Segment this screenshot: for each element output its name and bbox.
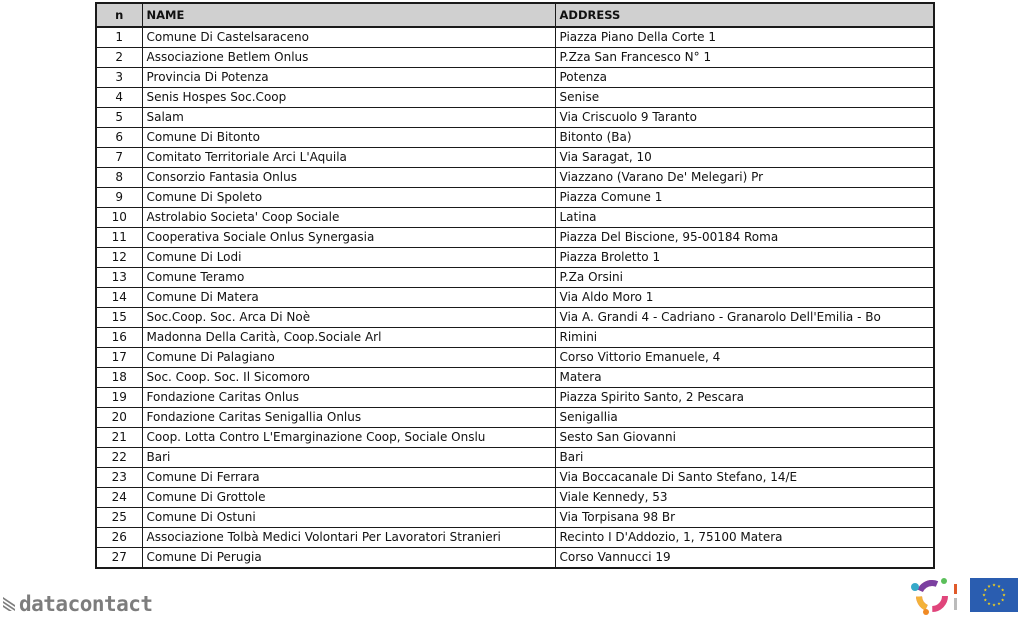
cell-address: Recinto I D'Addozio, 1, 75100 Matera <box>555 528 934 548</box>
cell-address: Via Boccacanale Di Santo Stefano, 14/E <box>555 468 934 488</box>
cell-name: Comune Di Bitonto <box>142 128 555 148</box>
cell-name: Comune Di Palagiano <box>142 348 555 368</box>
cell-address: Viale Kennedy, 53 <box>555 488 934 508</box>
cell-name: Comitato Territoriale Arci L'Aquila <box>142 148 555 168</box>
cell-n: 21 <box>96 428 142 448</box>
cell-address: Senigallia <box>555 408 934 428</box>
table-row <box>96 248 934 268</box>
cell-name: Comune Di Matera <box>142 288 555 308</box>
cell-n: 7 <box>96 148 142 168</box>
cell-address: Piazza Del Biscione, 95-00184 Roma <box>555 228 934 248</box>
column-header-name: NAME <box>142 3 555 27</box>
cell-name: Consorzio Fantasia Onlus <box>142 168 555 188</box>
cell-address: Via A. Grandi 4 - Cadriano - Granarolo Dell'Emilia - Bo <box>555 308 934 328</box>
cell-name: Senis Hospes Soc.Coop <box>142 88 555 108</box>
cell-n: 15 <box>96 308 142 328</box>
cell-address: Matera <box>555 368 934 388</box>
cell-name: Comune Di Ostuni <box>142 508 555 528</box>
cell-n: 5 <box>96 108 142 128</box>
cell-name: Madonna Della Carità, Coop.Sociale Arl <box>142 328 555 348</box>
table-row <box>96 448 934 468</box>
cell-n: 24 <box>96 488 142 508</box>
cell-n: 14 <box>96 288 142 308</box>
cell-address: Viazzano (Varano De' Melegari) Pr <box>555 168 934 188</box>
organizations-table <box>95 2 935 569</box>
cell-name: Comune Di Spoleto <box>142 188 555 208</box>
cell-address: P.Zza San Francesco N° 1 <box>555 48 934 68</box>
cell-n: 2 <box>96 48 142 68</box>
cell-address: Rimini <box>555 328 934 348</box>
table-row <box>96 148 934 168</box>
cell-name: Comune Di Castelsaraceno <box>142 27 555 48</box>
cell-address: Piazza Broletto 1 <box>555 248 934 268</box>
table-row <box>96 108 934 128</box>
table-row <box>96 228 934 248</box>
table-row <box>96 27 934 48</box>
cell-name: Coop. Lotta Contro L'Emarginazione Coop, Sociale Onslu <box>142 428 555 448</box>
column-header-address: ADDRESS <box>555 3 934 27</box>
cell-n: 16 <box>96 328 142 348</box>
cell-n: 18 <box>96 368 142 388</box>
cell-address: Via Saragat, 10 <box>555 148 934 168</box>
cell-address: Piazza Comune 1 <box>555 188 934 208</box>
table-row <box>96 88 934 108</box>
cell-address: Corso Vannucci 19 <box>555 548 934 569</box>
cell-name: Soc. Coop. Soc. Il Sicomoro <box>142 368 555 388</box>
cell-name: Soc.Coop. Soc. Arca Di Noè <box>142 308 555 328</box>
datacontact-logo <box>2 590 153 618</box>
table-row <box>96 268 934 288</box>
table-row <box>96 168 934 188</box>
cell-n: 20 <box>96 408 142 428</box>
table-row <box>96 208 934 228</box>
cell-address: P.Za Orsini <box>555 268 934 288</box>
cell-n: 25 <box>96 508 142 528</box>
cell-n: 17 <box>96 348 142 368</box>
cell-n: 10 <box>96 208 142 228</box>
slash-stripes-icon <box>2 594 18 614</box>
cell-address: Bari <box>555 448 934 468</box>
cell-n: 11 <box>96 228 142 248</box>
cell-n: 22 <box>96 448 142 468</box>
eu-flag-icon <box>970 578 1018 612</box>
table-row <box>96 188 934 208</box>
table-row <box>96 308 934 328</box>
cell-name: Associazione Betlem Onlus <box>142 48 555 68</box>
cell-address: Bitonto (Ba) <box>555 128 934 148</box>
table-row <box>96 488 934 508</box>
table-row <box>96 548 934 569</box>
table-row <box>96 408 934 428</box>
cell-address: Via Criscuolo 9 Taranto <box>555 108 934 128</box>
cell-address: Via Aldo Moro 1 <box>555 288 934 308</box>
cell-name: Comune Di Perugia <box>142 548 555 569</box>
cell-address: Sesto San Giovanni <box>555 428 934 448</box>
cell-n: 3 <box>96 68 142 88</box>
cell-name: Comune Di Lodi <box>142 248 555 268</box>
table-row <box>96 128 934 148</box>
table-row <box>96 348 934 368</box>
cell-address: Latina <box>555 208 934 228</box>
cell-name: Astrolabio Societa' Coop Sociale <box>142 208 555 228</box>
cell-address: Potenza <box>555 68 934 88</box>
cell-n: 19 <box>96 388 142 408</box>
table-row <box>96 388 934 408</box>
cell-n: 26 <box>96 528 142 548</box>
table-row <box>96 68 934 88</box>
cell-n: 9 <box>96 188 142 208</box>
cell-n: 12 <box>96 248 142 268</box>
table-row <box>96 528 934 548</box>
cell-name: Fondazione Caritas Onlus <box>142 388 555 408</box>
column-header-n: n <box>96 3 142 27</box>
table-body <box>96 27 934 568</box>
cell-name: Fondazione Caritas Senigallia Onlus <box>142 408 555 428</box>
cell-name: Cooperativa Sociale Onlus Synergasia <box>142 228 555 248</box>
cell-name: Associazione Tolbà Medici Volontari Per Lavoratori Stranieri <box>142 528 555 548</box>
cell-name: Bari <box>142 448 555 468</box>
table-row <box>96 288 934 308</box>
cell-n: 23 <box>96 468 142 488</box>
cell-address: Piazza Piano Della Corte 1 <box>555 27 934 48</box>
cell-name: Salam <box>142 108 555 128</box>
cell-name: Comune Teramo <box>142 268 555 288</box>
table-header-row <box>96 3 934 27</box>
cell-address: Piazza Spirito Santo, 2 Pescara <box>555 388 934 408</box>
cell-name: Comune Di Grottole <box>142 488 555 508</box>
brand-text: datacontact <box>19 592 153 616</box>
cell-n: 4 <box>96 88 142 108</box>
cell-n: 1 <box>96 27 142 48</box>
table-row <box>96 508 934 528</box>
cell-name: Provincia Di Potenza <box>142 68 555 88</box>
cell-name: Comune Di Ferrara <box>142 468 555 488</box>
table-row <box>96 468 934 488</box>
cell-n: 6 <box>96 128 142 148</box>
cell-n: 8 <box>96 168 142 188</box>
cell-address: Corso Vittorio Emanuele, 4 <box>555 348 934 368</box>
table-row <box>96 368 934 388</box>
table-row <box>96 48 934 68</box>
cell-address: Senise <box>555 88 934 108</box>
cell-address: Via Torpisana 98 Br <box>555 508 934 528</box>
table-row <box>96 328 934 348</box>
colorful-ring-logo-icon <box>906 574 960 618</box>
cell-n: 27 <box>96 548 142 569</box>
cell-n: 13 <box>96 268 142 288</box>
table-row <box>96 428 934 448</box>
